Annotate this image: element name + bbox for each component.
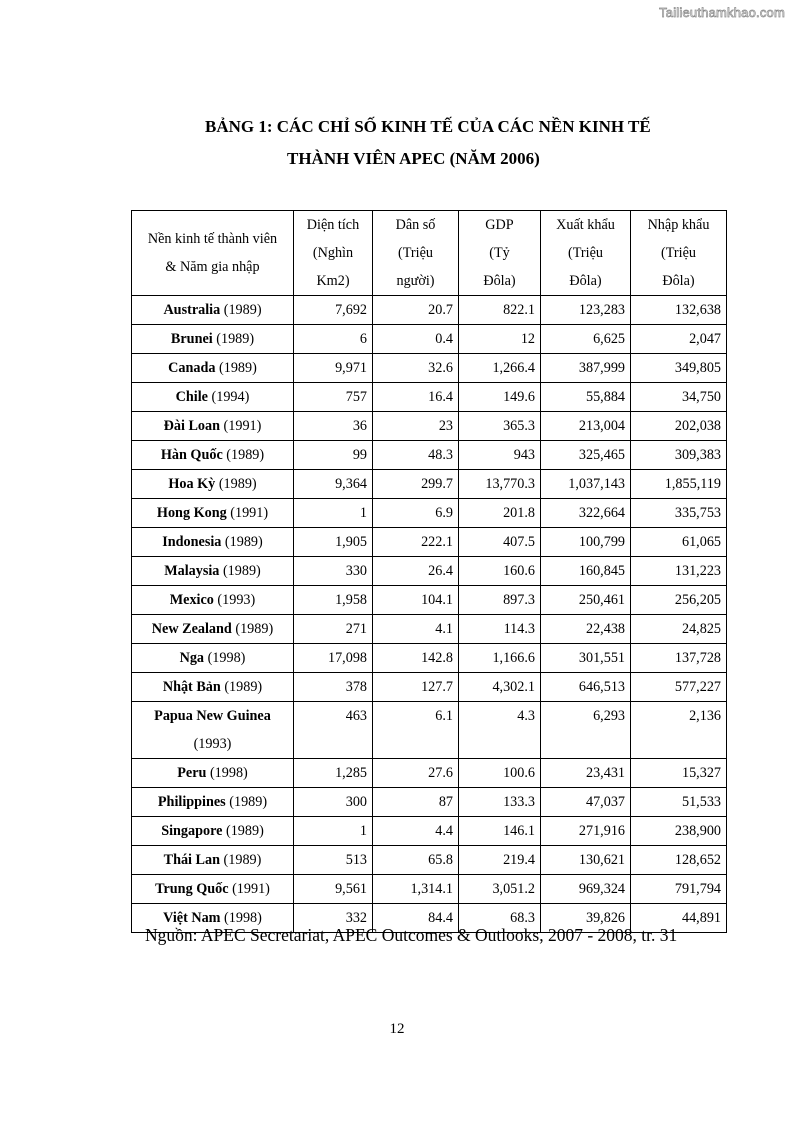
area-cell: 1,958 bbox=[294, 586, 373, 615]
header-gdp bbox=[459, 211, 541, 296]
imports-cell: 335,753 bbox=[631, 499, 727, 528]
imports-cell: 24,825 bbox=[631, 615, 727, 644]
table-row bbox=[132, 759, 727, 788]
gdp-cell: 1,266.4 bbox=[459, 354, 541, 383]
economy-name: Malaysia bbox=[164, 563, 220, 579]
join-year: (1989) bbox=[223, 852, 262, 868]
header-line: (Triệu bbox=[661, 245, 696, 261]
population-cell: 27.6 bbox=[373, 759, 459, 788]
gdp-cell: 12 bbox=[459, 325, 541, 354]
gdp-cell: 100.6 bbox=[459, 759, 541, 788]
gdp-cell: 160.6 bbox=[459, 557, 541, 586]
population-cell: 48.3 bbox=[373, 441, 459, 470]
area-cell: 99 bbox=[294, 441, 373, 470]
economy-name: Chile bbox=[175, 389, 208, 405]
exports-cell: 213,004 bbox=[541, 412, 631, 441]
economy-name: Hàn Quốc bbox=[160, 447, 223, 463]
population-cell: 142.8 bbox=[373, 644, 459, 673]
imports-cell: 132,638 bbox=[631, 296, 727, 325]
table-row bbox=[132, 615, 727, 644]
join-year: (1989) bbox=[224, 679, 263, 695]
population-cell: 20.7 bbox=[373, 296, 459, 325]
header-line: Xuất khẩu bbox=[556, 217, 615, 233]
population-cell: 32.6 bbox=[373, 354, 459, 383]
join-year: (1993) bbox=[217, 592, 256, 608]
exports-cell: 130,621 bbox=[541, 846, 631, 875]
gdp-cell: 13,770.3 bbox=[459, 470, 541, 499]
header-line: Diện tích bbox=[306, 217, 360, 233]
population-cell: 87 bbox=[373, 788, 459, 817]
imports-cell: 577,227 bbox=[631, 673, 727, 702]
exports-cell: 646,513 bbox=[541, 673, 631, 702]
table-header-row bbox=[132, 211, 727, 296]
header-population bbox=[373, 211, 459, 296]
population-cell: 127.7 bbox=[373, 673, 459, 702]
economy-cell bbox=[132, 702, 294, 759]
economy-cell bbox=[132, 412, 294, 441]
economy-name: Mexico bbox=[169, 592, 214, 608]
join-year: (1994) bbox=[211, 389, 250, 405]
area-cell: 332 bbox=[294, 904, 373, 933]
economy-name: Indonesia bbox=[162, 534, 222, 550]
join-year: (1989) bbox=[219, 360, 257, 376]
economy-name: Peru bbox=[177, 765, 207, 781]
gdp-cell: 3,051.2 bbox=[459, 875, 541, 904]
imports-cell: 202,038 bbox=[631, 412, 727, 441]
imports-cell: 34,750 bbox=[631, 383, 727, 412]
economy-cell bbox=[132, 354, 294, 383]
imports-cell: 256,205 bbox=[631, 586, 727, 615]
population-cell: 0.4 bbox=[373, 325, 459, 354]
economy-cell bbox=[132, 557, 294, 586]
gdp-cell: 897.3 bbox=[459, 586, 541, 615]
header-line: Đôla) bbox=[483, 273, 516, 289]
population-cell: 84.4 bbox=[373, 904, 459, 933]
header-area bbox=[294, 211, 373, 296]
population-cell: 4.1 bbox=[373, 615, 459, 644]
area-cell: 757 bbox=[294, 383, 373, 412]
imports-cell: 131,223 bbox=[631, 557, 727, 586]
table-title-line-2: THÀNH VIÊN APEC (NĂM 2006) bbox=[287, 149, 540, 168]
economy-cell bbox=[132, 644, 294, 673]
table-row bbox=[132, 412, 727, 441]
join-year: (1998) bbox=[209, 765, 248, 781]
table-row bbox=[132, 586, 727, 615]
exports-cell: 6,625 bbox=[541, 325, 631, 354]
exports-cell: 55,884 bbox=[541, 383, 631, 412]
exports-cell: 969,324 bbox=[541, 875, 631, 904]
join-year: (1989) bbox=[226, 447, 265, 463]
economy-cell bbox=[132, 615, 294, 644]
economy-cell bbox=[132, 325, 294, 354]
join-year: (1993) bbox=[193, 736, 232, 752]
economy-name: Nga bbox=[179, 650, 205, 666]
exports-cell: 322,664 bbox=[541, 499, 631, 528]
economy-name: Nhật Bản bbox=[162, 679, 221, 695]
imports-cell: 349,805 bbox=[631, 354, 727, 383]
table-row bbox=[132, 644, 727, 673]
exports-cell: 23,431 bbox=[541, 759, 631, 788]
table-row bbox=[132, 383, 727, 412]
population-cell: 1,314.1 bbox=[373, 875, 459, 904]
population-cell: 23 bbox=[373, 412, 459, 441]
gdp-cell: 407.5 bbox=[459, 528, 541, 557]
exports-cell: 160,845 bbox=[541, 557, 631, 586]
area-cell: 513 bbox=[294, 846, 373, 875]
header-line: (Tỷ bbox=[489, 245, 510, 261]
join-year: (1989) bbox=[222, 563, 261, 579]
population-cell: 222.1 bbox=[373, 528, 459, 557]
header-line: Nhập khẩu bbox=[647, 217, 710, 233]
join-year: (1989) bbox=[225, 823, 264, 839]
gdp-cell: 146.1 bbox=[459, 817, 541, 846]
economy-cell bbox=[132, 788, 294, 817]
gdp-cell: 149.6 bbox=[459, 383, 541, 412]
population-cell: 26.4 bbox=[373, 557, 459, 586]
gdp-cell: 201.8 bbox=[459, 499, 541, 528]
gdp-cell: 365.3 bbox=[459, 412, 541, 441]
table-row bbox=[132, 557, 727, 586]
area-cell: 36 bbox=[294, 412, 373, 441]
area-cell: 271 bbox=[294, 615, 373, 644]
population-cell: 299.7 bbox=[373, 470, 459, 499]
area-cell: 300 bbox=[294, 788, 373, 817]
watermark-text: Tailieuthamkhao.com bbox=[659, 5, 785, 20]
source-note: Nguồn: APEC Secretariat, APEC Outcomes & Outlooks, 2007 - 2008, tr. 31 bbox=[145, 925, 678, 945]
population-cell: 4.4 bbox=[373, 817, 459, 846]
area-cell: 6 bbox=[294, 325, 373, 354]
table-row bbox=[132, 702, 727, 759]
economy-name: Trung Quốc bbox=[155, 881, 229, 897]
economy-name: Philippines bbox=[157, 794, 226, 810]
imports-cell: 137,728 bbox=[631, 644, 727, 673]
economy-name: New Zealand bbox=[151, 621, 232, 637]
join-year: (1991) bbox=[223, 418, 262, 434]
gdp-cell: 133.3 bbox=[459, 788, 541, 817]
exports-cell: 250,461 bbox=[541, 586, 631, 615]
page-number: 12 bbox=[389, 1021, 405, 1037]
apec-indicators-table bbox=[131, 210, 727, 933]
header-line: & Năm gia nhập bbox=[165, 259, 260, 275]
table-title-line-1: BẢNG 1: CÁC CHỈ SỐ KINH TẾ CỦA CÁC NỀN KINH TẾ bbox=[205, 117, 651, 136]
imports-cell: 44,891 bbox=[631, 904, 727, 933]
gdp-cell: 4,302.1 bbox=[459, 673, 541, 702]
join-year: (1989) bbox=[223, 302, 262, 318]
population-cell: 104.1 bbox=[373, 586, 459, 615]
population-cell: 16.4 bbox=[373, 383, 459, 412]
header-line: Đôla) bbox=[569, 273, 602, 289]
table-row bbox=[132, 817, 727, 846]
header-line: Km2) bbox=[316, 273, 350, 289]
gdp-cell: 4.3 bbox=[459, 702, 541, 759]
table-row bbox=[132, 354, 727, 383]
table-row bbox=[132, 499, 727, 528]
exports-cell: 123,283 bbox=[541, 296, 631, 325]
imports-cell: 128,652 bbox=[631, 846, 727, 875]
header-line: (Triệu bbox=[568, 245, 603, 261]
area-cell: 1 bbox=[294, 817, 373, 846]
gdp-cell: 68.3 bbox=[459, 904, 541, 933]
table-row bbox=[132, 875, 727, 904]
table-row bbox=[132, 846, 727, 875]
area-cell: 330 bbox=[294, 557, 373, 586]
exports-cell: 325,465 bbox=[541, 441, 631, 470]
economy-name: Canada bbox=[168, 360, 216, 376]
exports-cell: 301,551 bbox=[541, 644, 631, 673]
imports-cell: 1,855,119 bbox=[631, 470, 727, 499]
area-cell: 7,692 bbox=[294, 296, 373, 325]
imports-cell: 309,383 bbox=[631, 441, 727, 470]
economy-cell bbox=[132, 528, 294, 557]
gdp-cell: 822.1 bbox=[459, 296, 541, 325]
economy-cell bbox=[132, 846, 294, 875]
economy-cell bbox=[132, 759, 294, 788]
economy-cell bbox=[132, 875, 294, 904]
economy-cell bbox=[132, 499, 294, 528]
join-year: (1989) bbox=[235, 621, 274, 637]
area-cell: 463 bbox=[294, 702, 373, 759]
gdp-cell: 114.3 bbox=[459, 615, 541, 644]
imports-cell: 2,047 bbox=[631, 325, 727, 354]
join-year: (1989) bbox=[229, 794, 268, 810]
imports-cell: 2,136 bbox=[631, 702, 727, 759]
area-cell: 9,971 bbox=[294, 354, 373, 383]
join-year: (1991) bbox=[232, 881, 270, 897]
economy-name: Australia bbox=[163, 302, 221, 318]
header-line: Đôla) bbox=[662, 273, 695, 289]
imports-cell: 238,900 bbox=[631, 817, 727, 846]
exports-cell: 39,826 bbox=[541, 904, 631, 933]
area-cell: 17,098 bbox=[294, 644, 373, 673]
imports-cell: 51,533 bbox=[631, 788, 727, 817]
table-row bbox=[132, 325, 727, 354]
area-cell: 1,905 bbox=[294, 528, 373, 557]
area-cell: 9,364 bbox=[294, 470, 373, 499]
header-line: người) bbox=[396, 273, 435, 289]
exports-cell: 100,799 bbox=[541, 528, 631, 557]
economy-cell bbox=[132, 586, 294, 615]
header-imports bbox=[631, 211, 727, 296]
area-cell: 9,561 bbox=[294, 875, 373, 904]
table-row bbox=[132, 296, 727, 325]
imports-cell: 15,327 bbox=[631, 759, 727, 788]
table-row bbox=[132, 470, 727, 499]
imports-cell: 61,065 bbox=[631, 528, 727, 557]
exports-cell: 1,037,143 bbox=[541, 470, 631, 499]
gdp-cell: 219.4 bbox=[459, 846, 541, 875]
economy-cell bbox=[132, 470, 294, 499]
table-row bbox=[132, 673, 727, 702]
economy-cell bbox=[132, 383, 294, 412]
economy-name: Đài Loan bbox=[163, 418, 220, 434]
join-year: (1989) bbox=[216, 331, 255, 347]
table-row bbox=[132, 528, 727, 557]
economy-cell bbox=[132, 673, 294, 702]
header-line: (Nghìn bbox=[312, 245, 354, 261]
economy-name: Hoa Kỳ bbox=[168, 476, 216, 492]
join-year: (1991) bbox=[230, 505, 269, 521]
economy-name: Hong Kong bbox=[156, 505, 227, 521]
join-year: (1989) bbox=[218, 476, 257, 492]
economy-name: Singapore bbox=[161, 823, 223, 839]
exports-cell: 271,916 bbox=[541, 817, 631, 846]
header-exports bbox=[541, 211, 631, 296]
join-year: (1998) bbox=[207, 650, 246, 666]
area-cell: 1 bbox=[294, 499, 373, 528]
header-economy bbox=[132, 211, 294, 296]
area-cell: 378 bbox=[294, 673, 373, 702]
population-cell: 6.9 bbox=[373, 499, 459, 528]
economy-name: Việt Nam bbox=[163, 910, 221, 926]
imports-cell: 791,794 bbox=[631, 875, 727, 904]
table-body bbox=[132, 296, 727, 933]
header-line: (Triệu bbox=[398, 245, 433, 261]
table-row bbox=[132, 441, 727, 470]
table-row bbox=[132, 788, 727, 817]
area-cell: 1,285 bbox=[294, 759, 373, 788]
population-cell: 6.1 bbox=[373, 702, 459, 759]
header-line: Nền kinh tế thành viên bbox=[147, 231, 278, 247]
join-year: (1989) bbox=[224, 534, 263, 550]
economy-cell bbox=[132, 817, 294, 846]
economy-name: Papua New Guinea bbox=[154, 708, 271, 724]
join-year: (1998) bbox=[224, 910, 262, 926]
population-cell: 65.8 bbox=[373, 846, 459, 875]
economy-cell bbox=[132, 296, 294, 325]
gdp-cell: 1,166.6 bbox=[459, 644, 541, 673]
economy-name: Brunei bbox=[170, 331, 213, 347]
economy-cell bbox=[132, 441, 294, 470]
header-line: Dân số bbox=[395, 217, 436, 233]
exports-cell: 387,999 bbox=[541, 354, 631, 383]
exports-cell: 6,293 bbox=[541, 702, 631, 759]
economy-name: Thái Lan bbox=[163, 852, 220, 868]
exports-cell: 22,438 bbox=[541, 615, 631, 644]
header-line: GDP bbox=[485, 217, 514, 233]
gdp-cell: 943 bbox=[459, 441, 541, 470]
exports-cell: 47,037 bbox=[541, 788, 631, 817]
